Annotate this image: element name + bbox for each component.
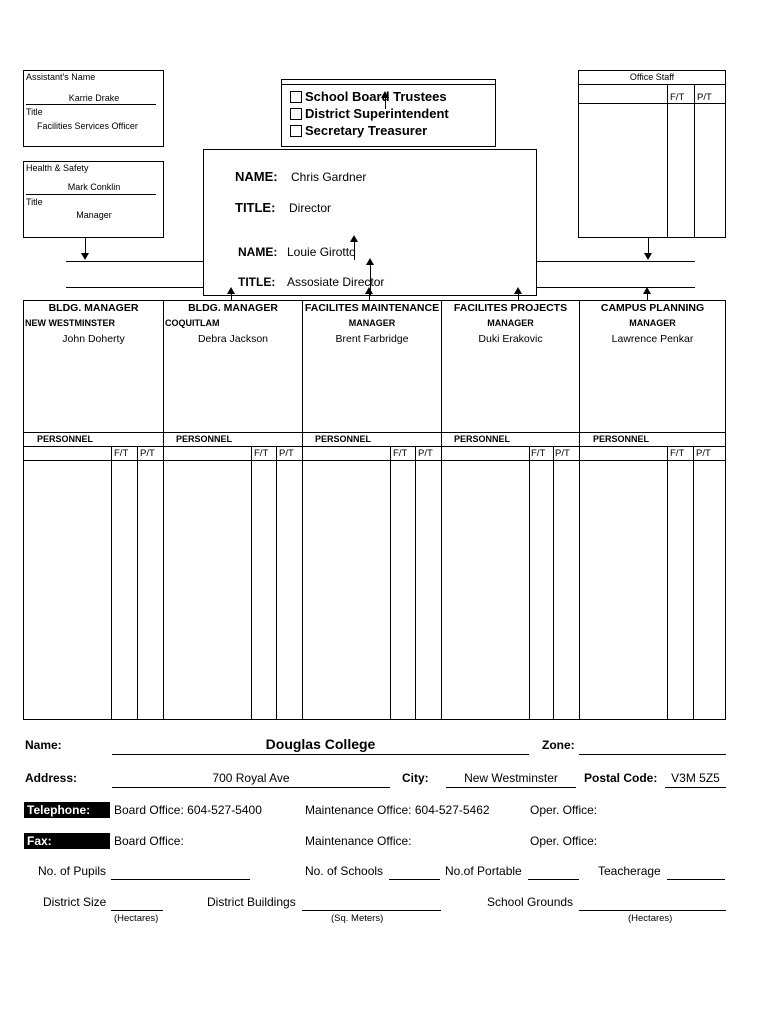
associate-title: Assosiate Director (287, 275, 385, 289)
name-field[interactable]: Douglas College (265, 736, 376, 752)
director-title: Director (289, 201, 332, 215)
dept-pt: P/T (140, 448, 155, 459)
district-buildings-unit: (Sq. Meters) (331, 913, 384, 924)
school-grounds-field[interactable] (579, 910, 726, 911)
health-title: Manager (76, 210, 112, 220)
assistant-title: Facilities Services Officer (37, 121, 138, 131)
dept-personnel: PERSONNEL (37, 434, 94, 444)
dept-pt: P/T (555, 448, 570, 459)
dept-campus-planning (579, 300, 726, 720)
pupils-label: No. of Pupils (38, 864, 107, 878)
zone-field[interactable] (579, 754, 726, 755)
schools-label: No. of Schools (305, 864, 384, 878)
dept-ft: F/T (254, 448, 269, 459)
director-name-label: NAME: (235, 169, 278, 184)
dept-pt: P/T (696, 448, 711, 459)
schools-field[interactable] (389, 879, 440, 880)
dept-personnel: PERSONNEL (454, 434, 511, 444)
name-label: Name: (25, 738, 62, 752)
district-size-unit: (Hectares) (114, 913, 159, 924)
office-ft: F/T (670, 92, 685, 103)
fax-oper: Oper. Office: (530, 834, 598, 848)
assistant-title-label: Title (26, 107, 43, 117)
dept-person: Duki Erakovic (478, 333, 543, 345)
associate-name-label: NAME: (238, 245, 278, 259)
dept-line2: MANAGER (487, 318, 534, 328)
tel-oper: Oper. Office: (530, 803, 598, 817)
teacherage-label: Teacherage (598, 864, 661, 878)
address-label: Address: (25, 771, 78, 785)
dept-line2: MANAGER (348, 318, 396, 328)
dept-personnel: PERSONNEL (593, 434, 650, 444)
telephone-label: Telephone: (24, 802, 110, 818)
city-field[interactable]: New Westminster (464, 771, 558, 785)
assistant-name: Karrie Drake (68, 93, 120, 103)
assistant-box (23, 70, 164, 147)
associate-title-label: TITLE: (238, 275, 276, 289)
health-heading: Health & Safety (26, 163, 89, 173)
dept-pt: P/T (418, 448, 433, 459)
dept-ft: F/T (114, 448, 129, 459)
dept-personnel: PERSONNEL (176, 434, 233, 444)
director-name: Chris Gardner (291, 170, 367, 184)
postal-label: Postal Code: (584, 771, 658, 785)
district-buildings-field[interactable] (302, 910, 441, 911)
dept-new-westminster (23, 300, 164, 720)
dept-line1: FACILITES PROJECTS (453, 302, 568, 314)
associate-name: Louie Girotto (287, 245, 356, 259)
office-pt: P/T (697, 92, 712, 103)
director-box (203, 149, 537, 296)
office-staff-heading: Office Staff (629, 72, 675, 82)
dept-coquitlam (163, 300, 303, 720)
dept-person: Lawrence Penkar (611, 333, 694, 345)
reports-to-box (281, 79, 496, 147)
dept-line1: BLDG. MANAGER (48, 302, 139, 314)
dept-line1: FACILITES MAINTENANCE (304, 302, 440, 314)
assistant-heading: Assistant's Name (26, 72, 96, 82)
tel-maint: Maintenance Office: 604-527-5462 (305, 803, 490, 817)
dept-line1: CAMPUS PLANNING (600, 302, 705, 314)
dept-pt: P/T (279, 448, 294, 459)
district-buildings-label: District Buildings (207, 895, 296, 909)
address-field[interactable]: 700 Royal Ave (212, 771, 290, 785)
dept-ft: F/T (393, 448, 408, 459)
health-name: Mark Conklin (67, 182, 121, 192)
fax-board: Board Office: (114, 834, 184, 848)
dept-line1: BLDG. MANAGER (188, 302, 278, 314)
office-staff-box (578, 70, 726, 238)
dept-ft: F/T (670, 448, 685, 459)
tel-board: Board Office: 604-527-5400 (114, 803, 262, 817)
fax-label: Fax: (24, 833, 110, 849)
checkbox-secretary[interactable]: Secretary Treasurer (290, 122, 449, 139)
city-label: City: (402, 771, 429, 785)
director-title-label: TITLE: (235, 200, 276, 215)
dept-person: Brent Farbridge (335, 333, 409, 345)
district-size-label: District Size (43, 895, 107, 909)
dept-person: Debra Jackson (197, 333, 269, 345)
dept-line2: MANAGER (629, 318, 676, 328)
school-grounds-label: School Grounds (487, 895, 574, 909)
dept-personnel: PERSONNEL (315, 434, 372, 444)
school-grounds-unit: (Hectares) (628, 913, 673, 924)
zone-label: Zone: (542, 738, 575, 752)
health-title-label: Title (26, 197, 43, 207)
checkbox-superintendent[interactable]: District Superintendent (290, 105, 449, 122)
dept-line2: NEW WESTMINSTER (25, 318, 115, 328)
portable-field[interactable] (528, 879, 579, 880)
health-safety-box (23, 161, 164, 238)
fax-maint: Maintenance Office: (305, 834, 412, 848)
pupils-field[interactable] (111, 879, 250, 880)
dept-ft: F/T (531, 448, 546, 459)
teacherage-field[interactable] (667, 879, 725, 880)
dept-line2: COQUITLAM (165, 318, 220, 328)
district-size-field[interactable] (111, 910, 163, 911)
portable-label: No.of Portable (445, 864, 522, 878)
dept-maintenance (302, 300, 442, 720)
checkbox-trustees[interactable]: School Board Trustees (290, 88, 449, 105)
dept-person: John Doherty (62, 333, 125, 345)
postal-field[interactable]: V3M 5Z5 (671, 771, 720, 785)
dept-projects (441, 300, 580, 720)
